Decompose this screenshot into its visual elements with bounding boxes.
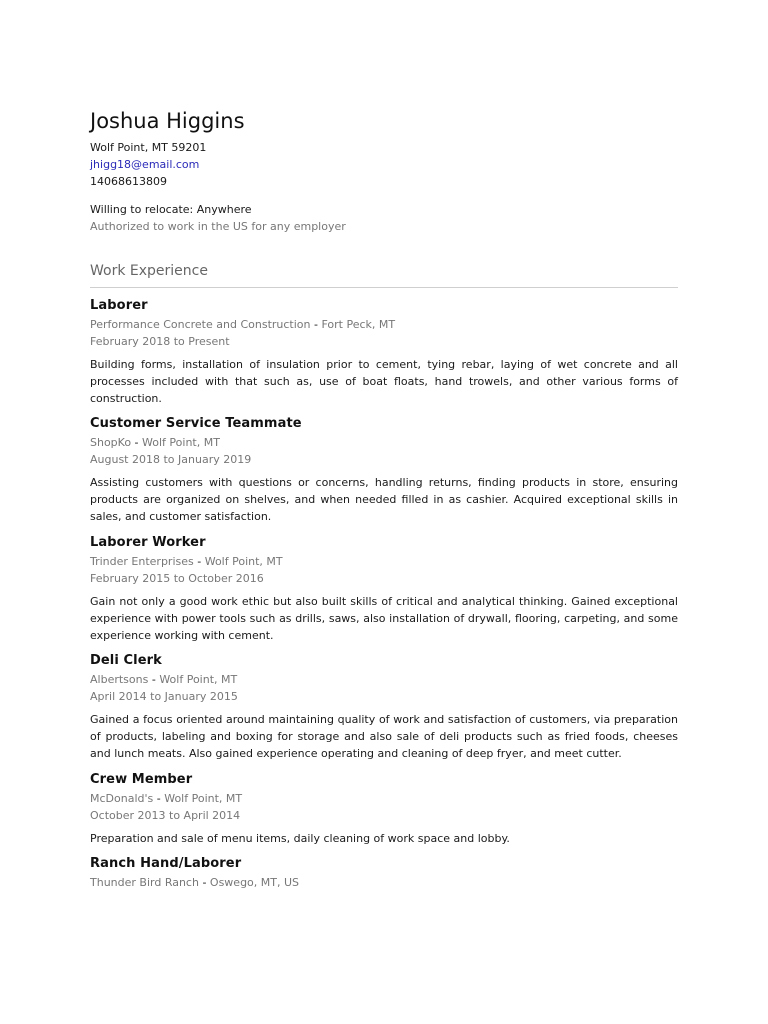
- job-separator: -: [148, 673, 160, 686]
- job-company: Thunder Bird Ranch: [90, 876, 199, 889]
- location-text: Wolf Point, MT 59201: [90, 141, 207, 154]
- job-dates: February 2015 to October 2016: [90, 572, 264, 585]
- job-title: Ranch Hand/Laborer: [90, 856, 242, 871]
- authorization-text: Authorized to work in the US for any employer: [90, 220, 346, 233]
- job-title: Laborer: [90, 298, 148, 313]
- job-entry: [90, 770, 678, 854]
- job-company-location: [90, 434, 678, 451]
- preferences-block: [90, 201, 346, 235]
- job-separator: -: [153, 792, 165, 805]
- job-company: Trinder Enterprises: [90, 555, 194, 568]
- job-entry: [90, 296, 678, 414]
- job-company-location: [90, 553, 678, 570]
- work-experience-heading: Work Experience: [90, 261, 678, 288]
- job-company-location: [90, 316, 678, 333]
- job-description: Preparation and sale of menu items, daily cleaning of work space and lobby.: [90, 832, 510, 845]
- job-description: Assisting customers with questions or concerns, handling returns, finding products in store, ensuring products are organized on shelves, and when needed filled in as cashier. Acquired exceptional skills in sales, and customer satisfaction.: [90, 476, 678, 523]
- job-separator: -: [193, 555, 205, 568]
- job-description: Gain not only a good work ethic but also built skills of critical and analytical thinking. Gained exceptional experience with power tools such as drills, saws, also installation of drywall, flooring, carpeting, and some experience working with cement.: [90, 595, 678, 642]
- job-company: Albertsons: [90, 673, 149, 686]
- job-description: Gained a focus oriented around maintaining quality of work and satisfaction of customers, via preparation of products, labeling and boxing for storage and also sale of deli products such as fried foods, cheeses and lunch meats. Also gained experience operating and cleaning of deep fryer, and meet cutter.: [90, 713, 678, 760]
- job-entry: [90, 533, 678, 651]
- job-entry: [90, 854, 678, 891]
- job-location: Wolf Point, MT: [142, 436, 220, 449]
- job-title: Deli Clerk: [90, 653, 162, 668]
- job-title: Crew Member: [90, 772, 193, 787]
- job-dates: February 2018 to Present: [90, 335, 230, 348]
- job-location: Wolf Point, MT: [204, 555, 283, 568]
- job-entry: [90, 414, 678, 533]
- job-location: Wolf Point, MT: [164, 792, 243, 805]
- job-company-location: [90, 790, 678, 807]
- job-company-location: [90, 671, 678, 688]
- email-link[interactable]: jhigg18@email.com: [90, 158, 200, 171]
- job-description: Building forms, installation of insulation prior to cement, tying rebar, laying of wet concrete and all processes included with that such as, use of boat floats, hand trowels, and other various forms of construction.: [90, 358, 678, 405]
- job-dates: April 2014 to January 2015: [90, 690, 238, 703]
- contact-block: [90, 139, 206, 190]
- job-separator: -: [198, 876, 210, 889]
- job-location: Fort Peck, MT: [321, 318, 396, 331]
- phone-text: 14068613809: [90, 175, 167, 188]
- job-separator: -: [310, 318, 322, 331]
- job-entry: [90, 651, 678, 770]
- job-company: McDonald's: [90, 792, 154, 805]
- job-dates: August 2018 to January 2019: [90, 453, 252, 466]
- job-separator: -: [131, 436, 143, 449]
- relocate-text: Willing to relocate: Anywhere: [90, 203, 252, 216]
- job-location: Oswego, MT, US: [209, 876, 300, 889]
- work-experience-list: [90, 296, 678, 891]
- candidate-name: Joshua Higgins: [90, 109, 245, 133]
- job-dates: October 2013 to April 2014: [90, 809, 241, 822]
- job-company: ShopKo: [90, 436, 132, 449]
- job-title: Laborer Worker: [90, 535, 206, 550]
- job-title: Customer Service Teammate: [90, 416, 302, 431]
- job-location: Wolf Point, MT: [159, 673, 238, 686]
- job-company-location: [90, 874, 678, 891]
- job-company: Performance Concrete and Construction: [90, 318, 311, 331]
